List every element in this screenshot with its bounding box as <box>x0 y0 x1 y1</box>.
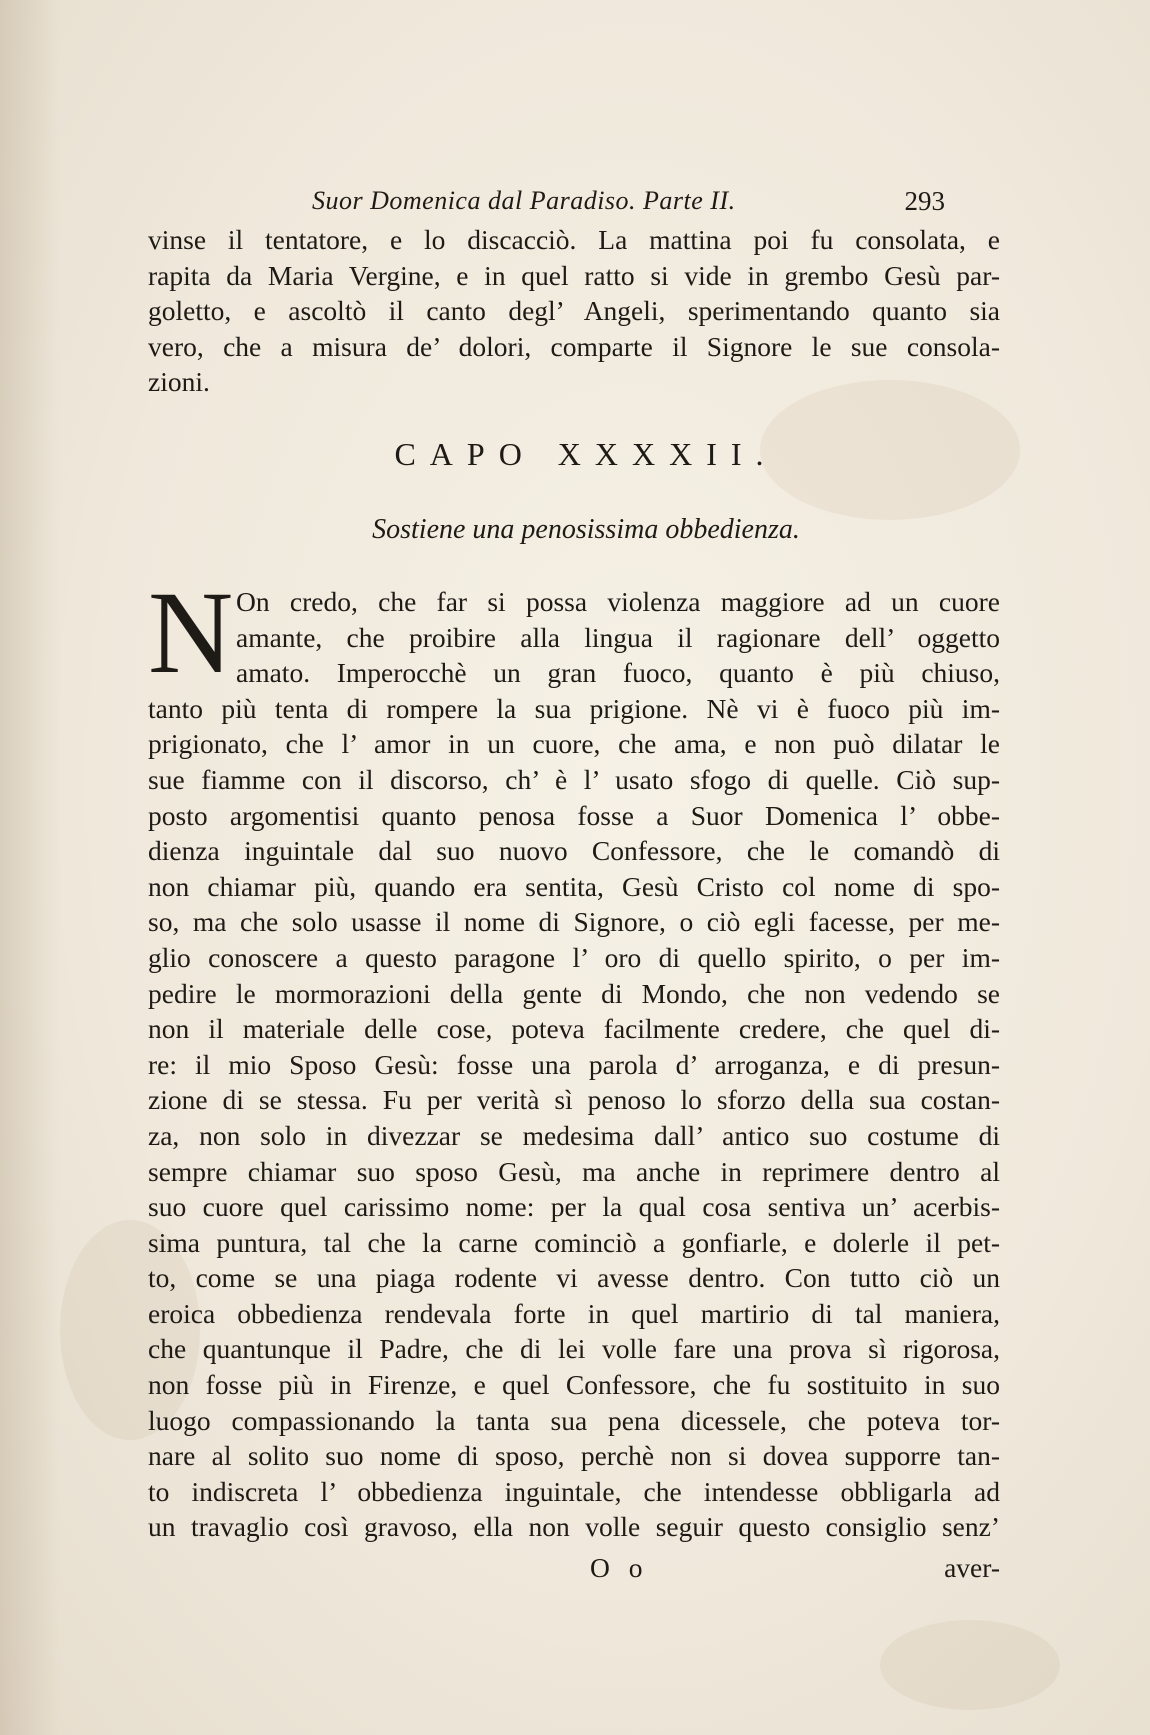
text-line: goletto, e ascoltò il canto degl’ Angeli, sperimentando quanto sia <box>148 295 1000 327</box>
text-line: tanto più tenta di rompere la sua prigione. Nè vi è fuoco più im- <box>148 692 1000 724</box>
text-line: to indiscreta l’ obbedienza inguintale, che intendesse obbligarla ad <box>148 1475 1000 1507</box>
text-line: sempre chiamar suo sposo Gesù, ma anche in reprimere dentro al <box>148 1155 1000 1187</box>
page-number: 293 <box>904 186 945 216</box>
text-line: un travaglio così gravoso, ella non volle seguir questo consiglio senz’ <box>148 1511 1000 1543</box>
text-line: prigionato, che l’ amor in un cuore, che ama, e non può dilatar le <box>148 728 1000 760</box>
text-line: za, non solo in divezzar se medesima dall’ antico suo costume di <box>148 1119 1000 1151</box>
text-line: amato. Imperocchè un gran fuoco, quanto è più chiuso, <box>236 657 1000 689</box>
chapter-subtitle: Sostiene una penosissima obbedienza. <box>372 514 800 545</box>
page-gutter-shadow <box>0 0 60 1735</box>
text-line: so, ma che solo usasse il nome di Signore, o ciò egli facesse, per me- <box>148 906 1000 938</box>
signature-mark: O o <box>590 1552 649 1583</box>
page-footer <box>148 1552 1000 1588</box>
paragraph-2 <box>148 691 1000 1545</box>
text-line: non chiamar più, quando era sentita, Gesù Cristo col nome di spo- <box>148 870 1000 902</box>
text-line: vero, che a misura de’ dolori, comparte il Signore le sue consola- <box>148 330 1000 362</box>
text-line: re: il mio Sposo Gesù: fosse una parola d’ arroganza, e di presun- <box>148 1048 1000 1080</box>
text-line: eroica obbedienza rendevala forte in quel martirio di tal maniera, <box>148 1297 1000 1329</box>
text-line: sima puntura, tal che la carne cominciò a gonfiarle, e dolerle il pet- <box>148 1226 1000 1258</box>
text-line: zioni. <box>148 366 210 398</box>
paragraph-2-indented <box>236 584 1000 691</box>
text-line: zione di se stessa. Fu per verità sì penoso lo sforzo della sua costan- <box>148 1084 1000 1116</box>
text-line: che quantunque il Padre, che di lei volle fare una prova sì rigorosa, <box>148 1333 1000 1365</box>
drop-cap: N <box>148 567 234 698</box>
text-line: On credo, che far si possa violenza maggiore ad un cuore <box>236 586 1000 617</box>
catchword: aver- <box>944 1552 1000 1583</box>
paragraph-1 <box>148 222 1000 400</box>
paper-stain <box>880 1620 1060 1710</box>
chapter-title: CAPO XXXXII. <box>394 436 778 472</box>
text-line: pedire le mormorazioni della gente di Mondo, che non vedendo se <box>148 977 1000 1009</box>
text-line: dienza inguintale dal suo nuovo Confessore, che le comandò di <box>148 835 1000 867</box>
text-line: to, come se una piaga rodente vi avesse dentro. Con tutto ciò un <box>148 1262 1000 1294</box>
text-line: non fosse più in Firenze, e quel Confessore, che fu sostituito in suo <box>148 1369 1000 1401</box>
text-line: rapita da Maria Vergine, e in quel ratto si vide in grembo Gesù par- <box>148 259 1000 291</box>
text-line: sue fiamme con il discorso, ch’ è l’ usato sfogo di quelle. Ciò sup- <box>148 763 1000 795</box>
page-header <box>150 186 945 220</box>
text-line: nare al solito suo nome di sposo, perchè non si dovea supporre tan- <box>148 1440 1000 1472</box>
text-line: posto argomentisi quanto penosa fosse a Suor Domenica l’ obbe- <box>148 799 1000 831</box>
text-line: non il materiale delle cose, poteva facilmente credere, che quel di- <box>148 1013 1000 1045</box>
running-title: Suor Domenica dal Paradiso. Parte II. <box>312 186 736 215</box>
text-line: suo cuore quel carissimo nome: per la qual cosa sentiva un’ acerbis- <box>148 1191 1000 1223</box>
text-line: vinse il tentatore, e lo discacciò. La mattina poi fu consolata, e <box>148 224 1000 255</box>
text-line: amante, che proibire alla lingua il ragionare dell’ oggetto <box>236 621 1000 653</box>
text-line: luogo compassionando la tanta sua pena dicessele, che poteva tor- <box>148 1404 1000 1436</box>
text-line: glio conoscere a questo paragone l’ oro di quello spirito, o per im- <box>148 941 1000 973</box>
